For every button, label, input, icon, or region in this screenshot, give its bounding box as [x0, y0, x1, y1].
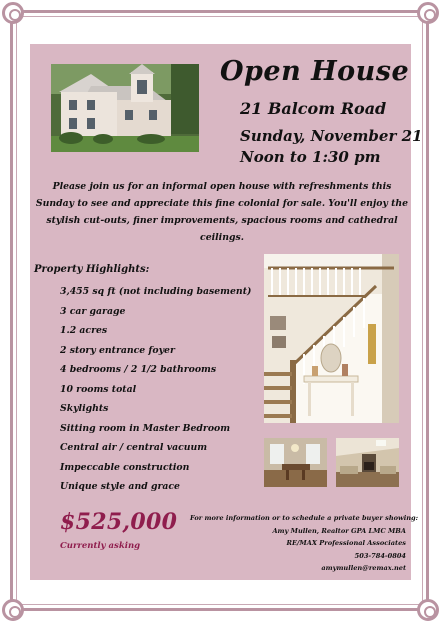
property-address: 21 Balcom Road [240, 99, 387, 118]
corner-ornament-icon [417, 599, 439, 621]
agent-name: Amy Mullen, Realtor GPA LMC MBA [272, 526, 406, 535]
price: $525,000 [60, 509, 178, 535]
list-item: Central air / central vacuum [60, 442, 208, 453]
agency-name: RE/MAX Professional Associates [286, 539, 406, 547]
open-house-time: Noon to 1:30 pm [240, 148, 381, 166]
living-room-photo [336, 438, 399, 487]
contact-info [190, 512, 419, 575]
email-address: amymullen@remax.net [321, 564, 406, 572]
list-item: 3 car garage [60, 305, 126, 317]
list-item: 3,455 sq ft (not including basement) [60, 286, 252, 297]
dining-room-photo [264, 438, 327, 487]
list-item: 10 rooms total [60, 383, 137, 395]
open-house-date: Sunday, November 21 [240, 127, 423, 145]
highlights-heading: Property Highlights: [34, 264, 150, 275]
corner-ornament-icon [417, 2, 439, 24]
corner-ornament-icon [2, 2, 24, 24]
intro-paragraph: Please join us for an informal open house with refreshments this Sunday to see and appreciate this fine colonial for sale. You'll enjoy the stylish cut-outs, finer improvements, spacious rooms and cathedral ceilings. [35, 181, 409, 243]
house-exterior-photo [51, 64, 199, 152]
highlights-list [60, 282, 251, 497]
price-note: Currently asking [60, 541, 141, 551]
list-item: Skylights [60, 403, 109, 414]
list-item: Sitting room in Master Bedroom [60, 422, 231, 434]
list-item: Impeccable construction [60, 461, 190, 473]
list-item: 2 story entrance foyer [60, 344, 175, 356]
list-item: Unique style and grace [60, 481, 180, 492]
flyer-title: Open House [220, 56, 410, 87]
list-item: 1.2 acres [60, 325, 108, 336]
phone-number: 503-784-0804 [354, 551, 406, 560]
contact-intro: For more information or to schedule a private buyer showing: [190, 514, 419, 522]
list-item: 4 bedrooms / 2 1/2 bathrooms [60, 364, 217, 375]
foyer-staircase-photo [264, 254, 399, 423]
corner-ornament-icon [2, 599, 24, 621]
